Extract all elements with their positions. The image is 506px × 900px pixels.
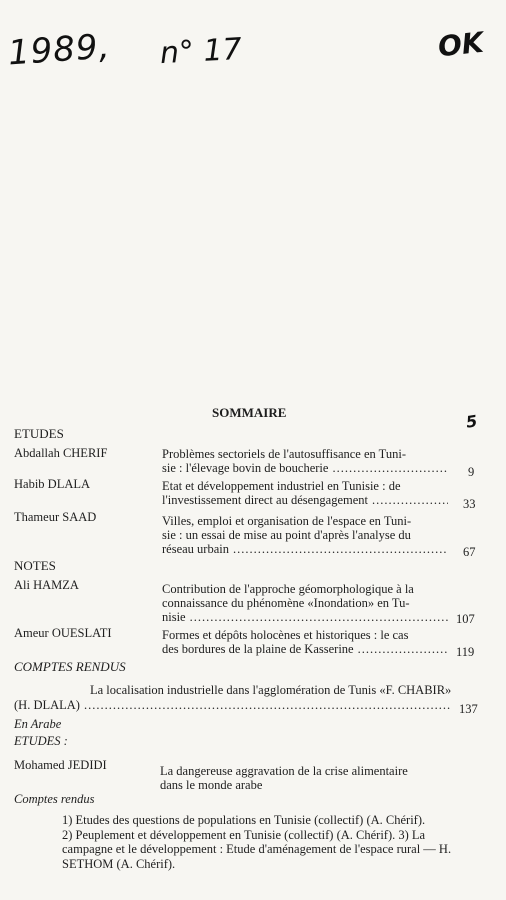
comptes-rendus-list (62, 813, 451, 871)
article-line: connaissance du phénomène «Inondation» en Tu- (162, 596, 410, 610)
author-hamza: Ali HAMZA (14, 578, 79, 592)
article-jedidi (160, 764, 450, 792)
list-item: campagne et le développement : Etude d'aménagement de l'espace rural — H. (62, 842, 452, 856)
list-item: 1) Etudes des questions de populations en Tunisie (collectif) (A. Chérif). (62, 813, 426, 827)
article-line: sie : un essai de mise au point d'après l'analyse du (162, 528, 411, 542)
compte-rendu-line: (H. DLALA) ..... (14, 698, 454, 712)
section-etudes: ETUDES (14, 426, 64, 441)
handwritten-page-mark: 5 (464, 411, 479, 432)
page-number: 9 (468, 465, 475, 479)
page-number: 107 (456, 612, 475, 626)
section-notes: NOTES (14, 558, 56, 573)
page-number: 137 (459, 702, 478, 716)
compte-rendu-line: La localisation industrielle dans l'agglomération de Tunis «F. CHABIR» (90, 683, 452, 697)
article-line: dans le monde arabe (160, 778, 263, 792)
author-oueslati: Ameur OUESLATI (14, 626, 112, 640)
author-dlala: Habib DLALA (14, 477, 91, 491)
article-line: nisie ..... (162, 610, 452, 624)
article-hamza (162, 582, 452, 624)
article-saad (162, 514, 452, 556)
article-dlala (162, 479, 452, 507)
author-cherif: Abdallah CHERIF (14, 446, 108, 460)
sommaire-title: SOMMAIRE (212, 405, 287, 420)
page-number: 33 (463, 497, 476, 511)
article-cherif (162, 447, 452, 475)
article-line: Formes et dépôts holocènes et historiques : le cas (162, 628, 409, 642)
author-jedidi: Mohamed JEDIDI (14, 758, 107, 772)
article-line: sie : l'élevage bovin de boucherie ..... (162, 461, 452, 475)
list-item: 2) Peuplement et développement en Tunisie (collectif) (A. Chérif). 3) La (62, 827, 426, 842)
section-comptes-rendus-arabe: Comptes rendus (14, 792, 95, 806)
article-line: Etat et développement industriel en Tunisie : de (162, 479, 401, 493)
handwritten-ok: OK (436, 25, 486, 64)
article-line: réseau urbain ..... (162, 542, 452, 556)
article-line: Problèmes sectoriels de l'autosuffisance en Tuni- (162, 447, 406, 461)
article-line: l'investissement direct au désengagement ..... (162, 493, 452, 507)
article-line: Villes, emploi et organisation de l'espace en Tuni- (162, 514, 412, 528)
page-number: 67 (463, 545, 476, 559)
handwritten-issue-number: n° 17 (159, 31, 243, 72)
article-line: La dangereuse aggravation de la crise alimentaire (160, 764, 408, 778)
page-number: 119 (456, 645, 475, 659)
article-line: des bordures de la plaine de Kasserine ..... (162, 642, 452, 656)
list-item: SETHOM (A. Chérif). (62, 856, 176, 871)
article-line: Contribution de l'approche géomorphologique à la (162, 582, 414, 596)
handwritten-year: 1989, (6, 26, 112, 74)
article-oueslati (162, 628, 452, 656)
section-en-arabe: En Arabe (14, 717, 62, 731)
author-saad: Thameur SAAD (14, 510, 97, 524)
section-etudes-arabe: ETUDES : (14, 734, 68, 748)
section-comptes-rendus: COMPTES RENDUS (14, 659, 126, 674)
